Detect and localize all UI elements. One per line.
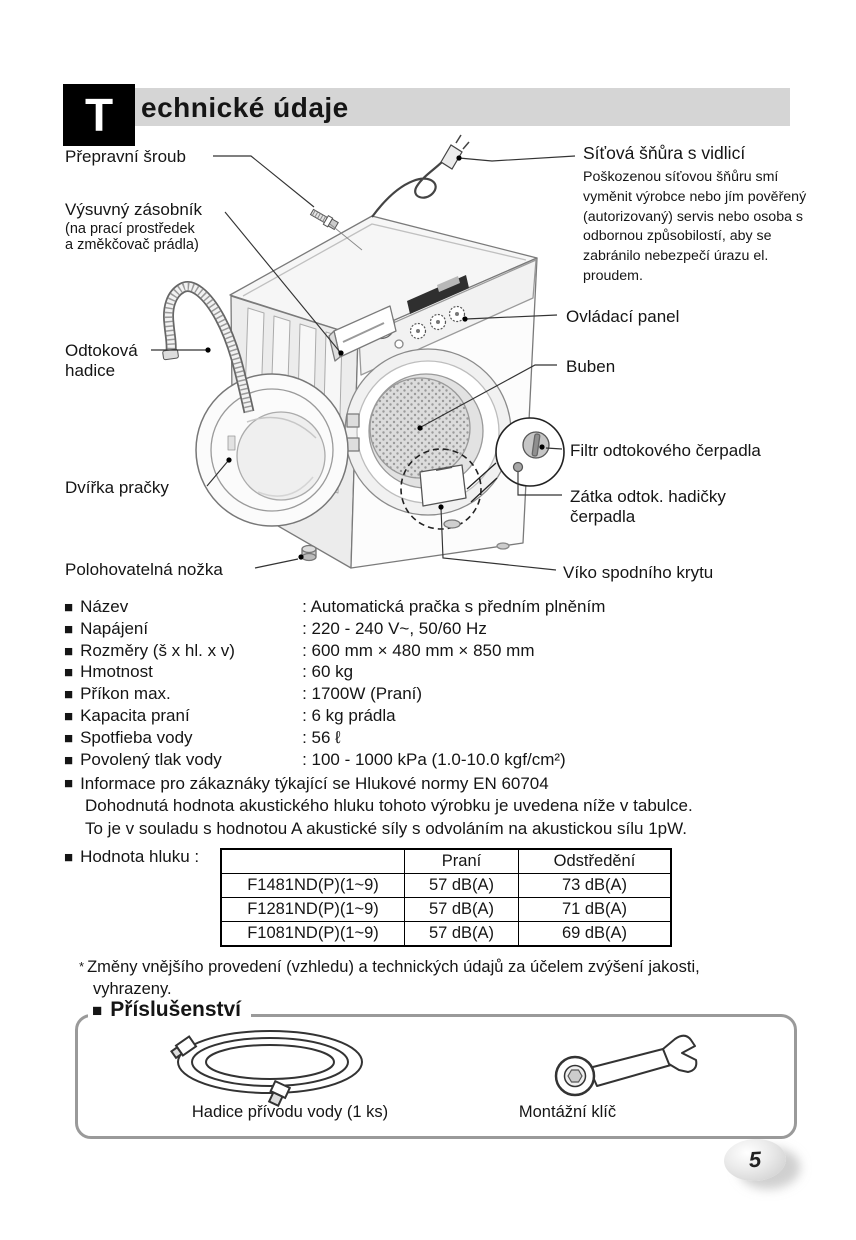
noise-info-line2: Dohodnutá hodnota akustického hluku tohoto výrobku je uvedena níže v tabulce. (85, 796, 693, 816)
spec-row (64, 728, 605, 750)
spec-label: Napájení (80, 618, 149, 638)
spec-label: Příkon max. (80, 684, 171, 704)
spec-value: : 600 mm × 480 mm × 850 mm (302, 640, 535, 660)
label-transport-bolt: Přepravní šroub (65, 147, 186, 166)
footnote-line2: vyhrazeny. (93, 980, 172, 998)
asterisk-icon: * (79, 959, 85, 974)
footnote-line1: Změny vnějšího provedení (vzhledu) a technických údajů za účelem zvýšení jakosti, (87, 958, 700, 976)
noise-table-label: ■ Hodnota hluku : (64, 847, 200, 866)
table-header-wash: Praní (405, 849, 519, 874)
page-number: 5 (748, 1146, 762, 1173)
wash-cell: 57 dB(A) (405, 898, 519, 922)
list-bullet-icon: ■ (64, 775, 74, 792)
leveling-foot (302, 546, 316, 561)
spec-label: Spotfieba vody (80, 727, 193, 747)
spec-value: : 100 - 1000 kPa (1.0-10.0 kgf/cm²) (302, 749, 566, 769)
table-row (221, 898, 671, 922)
label-drain-hose-2: hadice (65, 361, 116, 380)
spec-row (64, 597, 605, 619)
label-pump-plug-1: Zátka odtok. hadičky (570, 487, 726, 506)
spin-cell: 73 dB(A) (519, 874, 672, 898)
label-power-cord-title: Síťová šňůra s vidlicí (583, 143, 746, 163)
spec-row (64, 750, 605, 772)
door-open (196, 374, 348, 526)
spec-label: Název (80, 597, 129, 616)
spec-label: Hmotnost (80, 662, 153, 682)
noise-table (220, 848, 672, 947)
power-cord (372, 135, 469, 217)
inlet-hose-illustration (160, 1024, 370, 1108)
pump-filter-detail (496, 418, 564, 486)
list-bullet-icon: ■ (64, 664, 74, 682)
list-bullet-icon: ■ (64, 686, 74, 704)
table-row (221, 874, 671, 898)
noise-info-line1: Informace pro zákaznáky týkající se Hlukové normy EN 60704 (80, 774, 549, 793)
label-lower-cover: Víko spodního krytu (563, 563, 714, 582)
model-cell: F1281ND(P)(1~9) (221, 898, 405, 922)
list-bullet-icon: ■ (64, 849, 74, 866)
spec-row (64, 684, 605, 706)
spec-value: : 56 ℓ (302, 727, 341, 747)
section-initial: T (84, 89, 114, 141)
model-cell: F1481ND(P)(1~9) (221, 874, 405, 898)
page-number-badge (723, 1137, 787, 1182)
noise-info-line3: To je v souladu s hodnotou A akustické síly s odvoláním na akustickou sílu 1pW. (85, 818, 687, 838)
spin-cell: 69 dB(A) (519, 922, 672, 947)
table-header-spin: Odstředění (519, 849, 672, 874)
spec-row (64, 619, 605, 641)
model-cell: F1081ND(P)(1~9) (221, 922, 405, 947)
wash-cell: 57 dB(A) (405, 874, 519, 898)
spec-label: Rozměry (š x hl. x v) (80, 640, 235, 660)
list-bullet-icon: ■ (64, 620, 74, 638)
label-dispenser-sub2: a změkčovač prádla) (65, 237, 199, 253)
label-control-panel: Ovládací panel (566, 307, 680, 326)
spec-row (64, 662, 605, 684)
noise-info (64, 773, 693, 840)
spec-value: : 6 kg prádla (302, 705, 396, 725)
power-cord-note: Poškozenou síťovou šňůru smí vyměnit výrobce nebo jím pověřený (autorizovaný) servis nebo osoba s odbornou způsobilostí, aby se zabránilo nebezpečí úrazu el. proudem. (583, 169, 807, 284)
label-foot: Polohovatelná nožka (65, 560, 223, 579)
spec-value: : Automatická pračka s předním plněním (302, 597, 606, 616)
spec-value: : 1700W (Praní) (302, 684, 423, 704)
label-pump-plug-2: čerpadla (570, 507, 636, 526)
spec-row (64, 706, 605, 728)
wash-cell: 57 dB(A) (405, 922, 519, 947)
table-header-model (221, 849, 405, 874)
spec-label: Povolený tlak vody (80, 749, 222, 769)
list-bullet-icon: ■ (64, 729, 74, 747)
spec-label: Kapacita praní (80, 705, 190, 725)
label-drum: Buben (566, 357, 616, 376)
pump-plug (514, 463, 523, 472)
list-bullet-icon: ■ (64, 599, 74, 616)
list-bullet-icon: ■ (64, 642, 74, 660)
label-pump-filter: Filtr odtokového čerpadla (570, 441, 761, 460)
spec-row (64, 641, 605, 663)
table-header-row (221, 849, 671, 874)
list-bullet-icon: ■ (92, 1001, 103, 1020)
footnote (79, 956, 700, 1000)
list-bullet-icon: ■ (64, 707, 74, 725)
label-drain-hose-1: Odtoková (65, 341, 138, 360)
lower-cover-flap (420, 465, 466, 506)
wrench-illustration (545, 1032, 720, 1098)
page-title: echnické údaje (141, 92, 349, 123)
spin-cell: 71 dB(A) (519, 898, 672, 922)
table-row (221, 922, 671, 947)
spec-value: : 60 kg (302, 662, 354, 682)
spec-value: : 220 - 240 V~, 50/60 Hz (302, 618, 487, 638)
transport-bolt (310, 208, 339, 231)
wrench-caption: Montážní klíč (518, 1103, 617, 1121)
label-door: Dvířka pračky (65, 478, 169, 497)
accessories-title: ■ Příslušenství (88, 998, 251, 1022)
label-dispenser: Výsuvný zásobník (65, 200, 203, 219)
list-bullet-icon: ■ (64, 751, 74, 769)
spec-list (64, 597, 605, 771)
hose-caption: Hadice přívodu vody (1 ks) (191, 1103, 389, 1121)
label-dispenser-sub1: (na prací prostředek (65, 221, 195, 237)
